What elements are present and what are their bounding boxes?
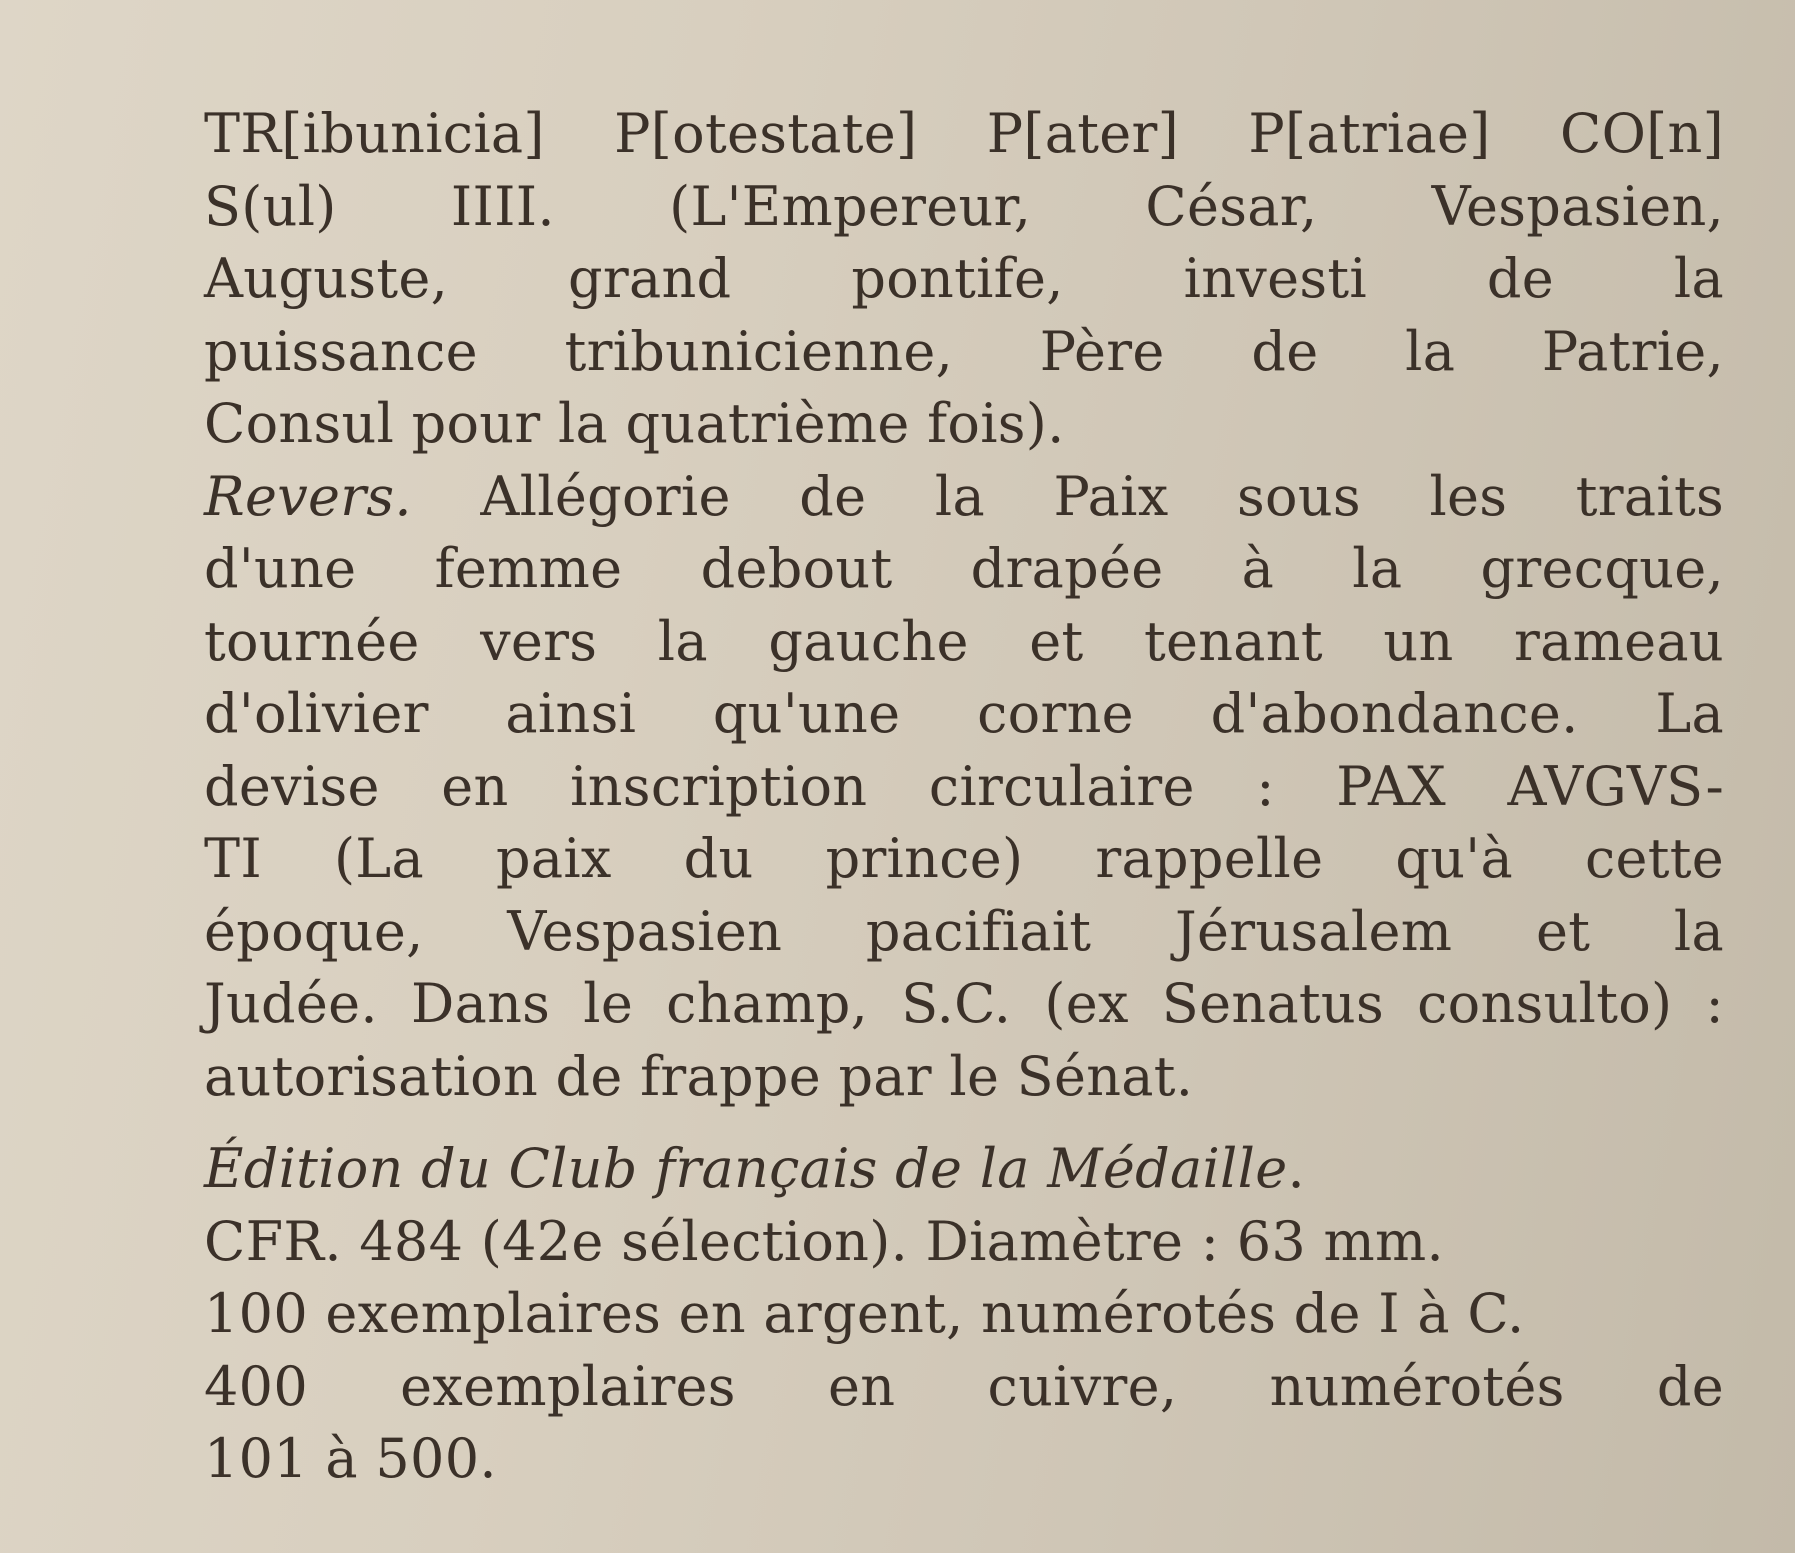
edition-title-line [204,1133,1724,1206]
reverse-line-4: d'olivier ainsi qu'une corne d'abondance. La [204,682,1724,745]
edition-line-4: 101 à 500. [204,1427,497,1490]
reverse-line-9: autorisation de frappe par le Sénat. [204,1044,1194,1108]
reverse-description [204,461,1724,1114]
reverse-line-8: Judée. Dans le champ, S.C. (ex Senatus consulto) : [204,972,1724,1035]
obverse-description [204,98,1724,461]
edition-line-1: CFR. 484 (42e sélection). Diamètre : 63 mm. [204,1209,1444,1273]
edition-title-end: . [1287,1137,1305,1200]
reverse-line-1-text: Allégorie de la Paix sous les traits [411,464,1724,528]
obverse-line-3: Auguste, grand pontife, investi de la [204,247,1724,310]
obverse-line-5: Consul pour la quatrième fois). [204,392,1065,455]
edition-info [204,1133,1724,1496]
reverse-line-7: époque, Vespasien pacifiait Jérusalem et la [204,899,1724,963]
obverse-line-2: S(ul) IIII. (L'Empereur, César, Vespasien, [204,174,1724,238]
reverse-line-2: d'une femme debout drapée à la grecque, [204,537,1724,600]
reverse-label: Revers. [204,464,412,528]
reverse-line-1 [204,461,1724,534]
text-block [204,98,1724,1496]
obverse-line-1: TR[ibunicia] P[otestate] P[ater] P[atriae] CO[n] [204,102,1724,165]
reverse-line-3: tournée vers la gauche et tenant un rameau [204,609,1724,673]
edition-line-2: 100 exemplaires en argent, numérotés de I à C. [204,1282,1525,1345]
reverse-line-5: devise en inscription circulaire : PAX AVGVS- [204,754,1724,818]
edition-title: Édition du Club français de la Médaille [204,1137,1288,1200]
edition-line-3: 400 exemplaires en cuivre, numérotés de [204,1354,1724,1418]
reverse-line-6: TI (La paix du prince) rappelle qu'à cette [204,827,1724,890]
obverse-line-4: puissance tribunicienne, Père de la Patrie, [204,319,1724,383]
